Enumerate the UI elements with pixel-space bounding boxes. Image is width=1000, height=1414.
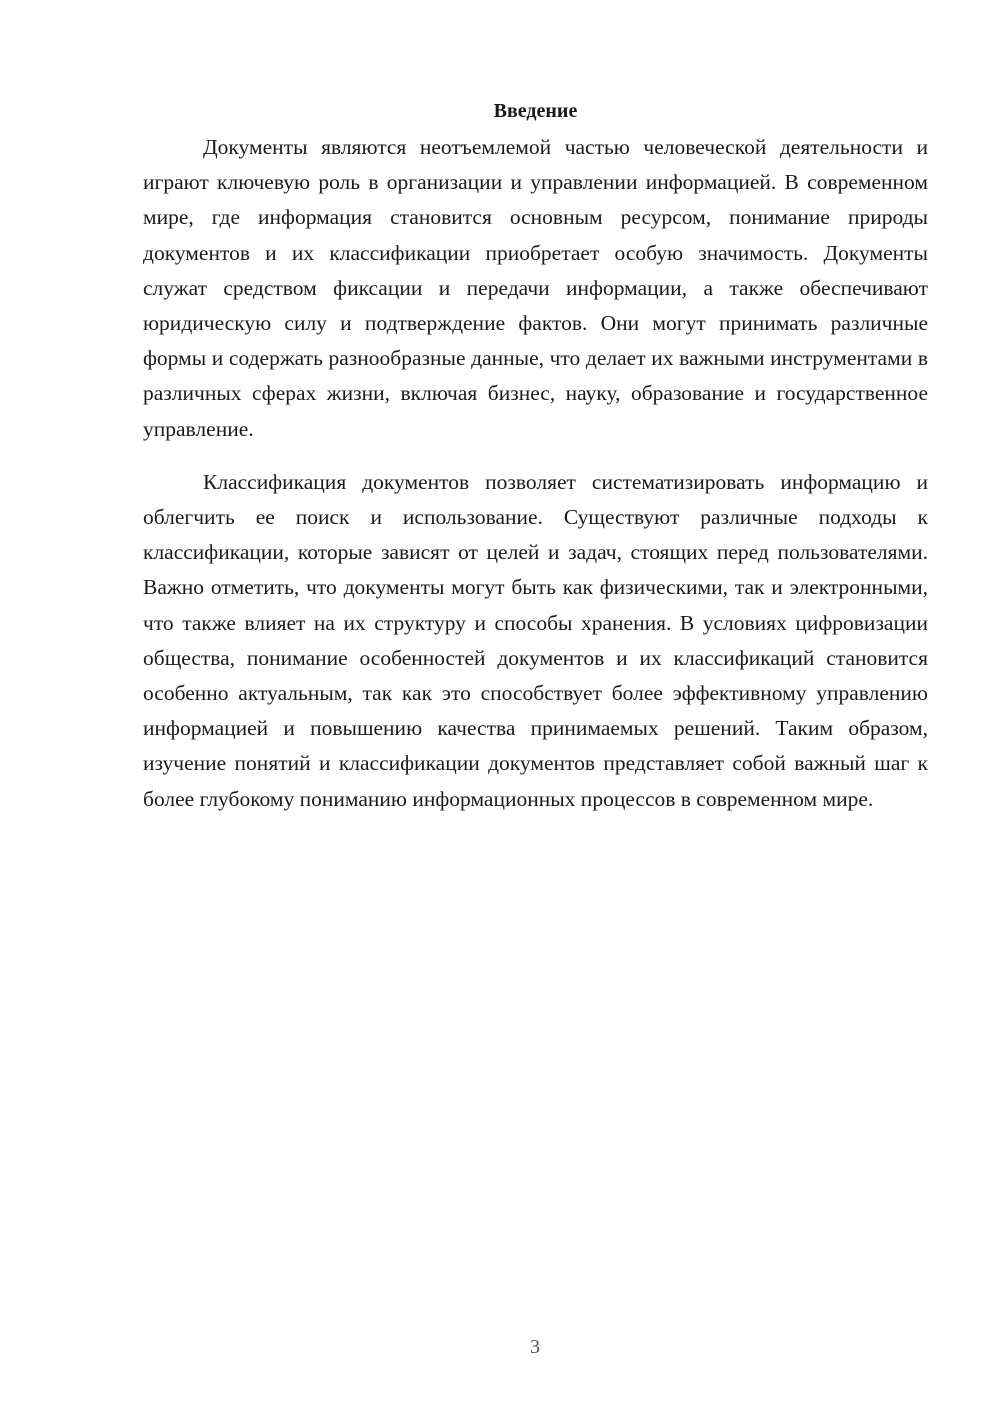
- page-content: [143, 96, 928, 817]
- paragraph-2: Классификация документов позволяет систематизировать информацию и облегчить ее поиск и использование. Существуют различные подходы к классификации, которые зависят от целей и задач, стоящих перед пользователями. Важно отметить, что документы могут быть как физическими, так и электронными, что также влияет на их структуру и способы хранения. В условиях цифровизации общества, понимание особенностей документов и их классификаций становится особенно актуальным, так как это способствует более эффективному управлению информацией и повышению качества принимаемых решений. Таким образом, изучение понятий и классификации документов представляет собой важный шаг к более глубокому пониманию информационных процессов в современном мире.: [143, 469, 928, 811]
- page-number: 3: [530, 1336, 540, 1358]
- paragraph-1: Документы являются неотъемлемой частью человеческой деятельности и играют ключевую роль в организации и управлении информацией. В современном мире, где информация становится основным ресурсом, понимание природы документов и их классификации приобретает особую значимость. Документы служат средством фиксации и передачи информации, а также обеспечивают юридическую силу и подтверждение фактов. Они могут принимать различные формы и содержать разнообразные данные, что делает их важными инструментами в различных сферах жизни, включая бизнес, науку, образование и государственное управление.: [143, 135, 928, 441]
- section-heading: Введение: [493, 100, 578, 122]
